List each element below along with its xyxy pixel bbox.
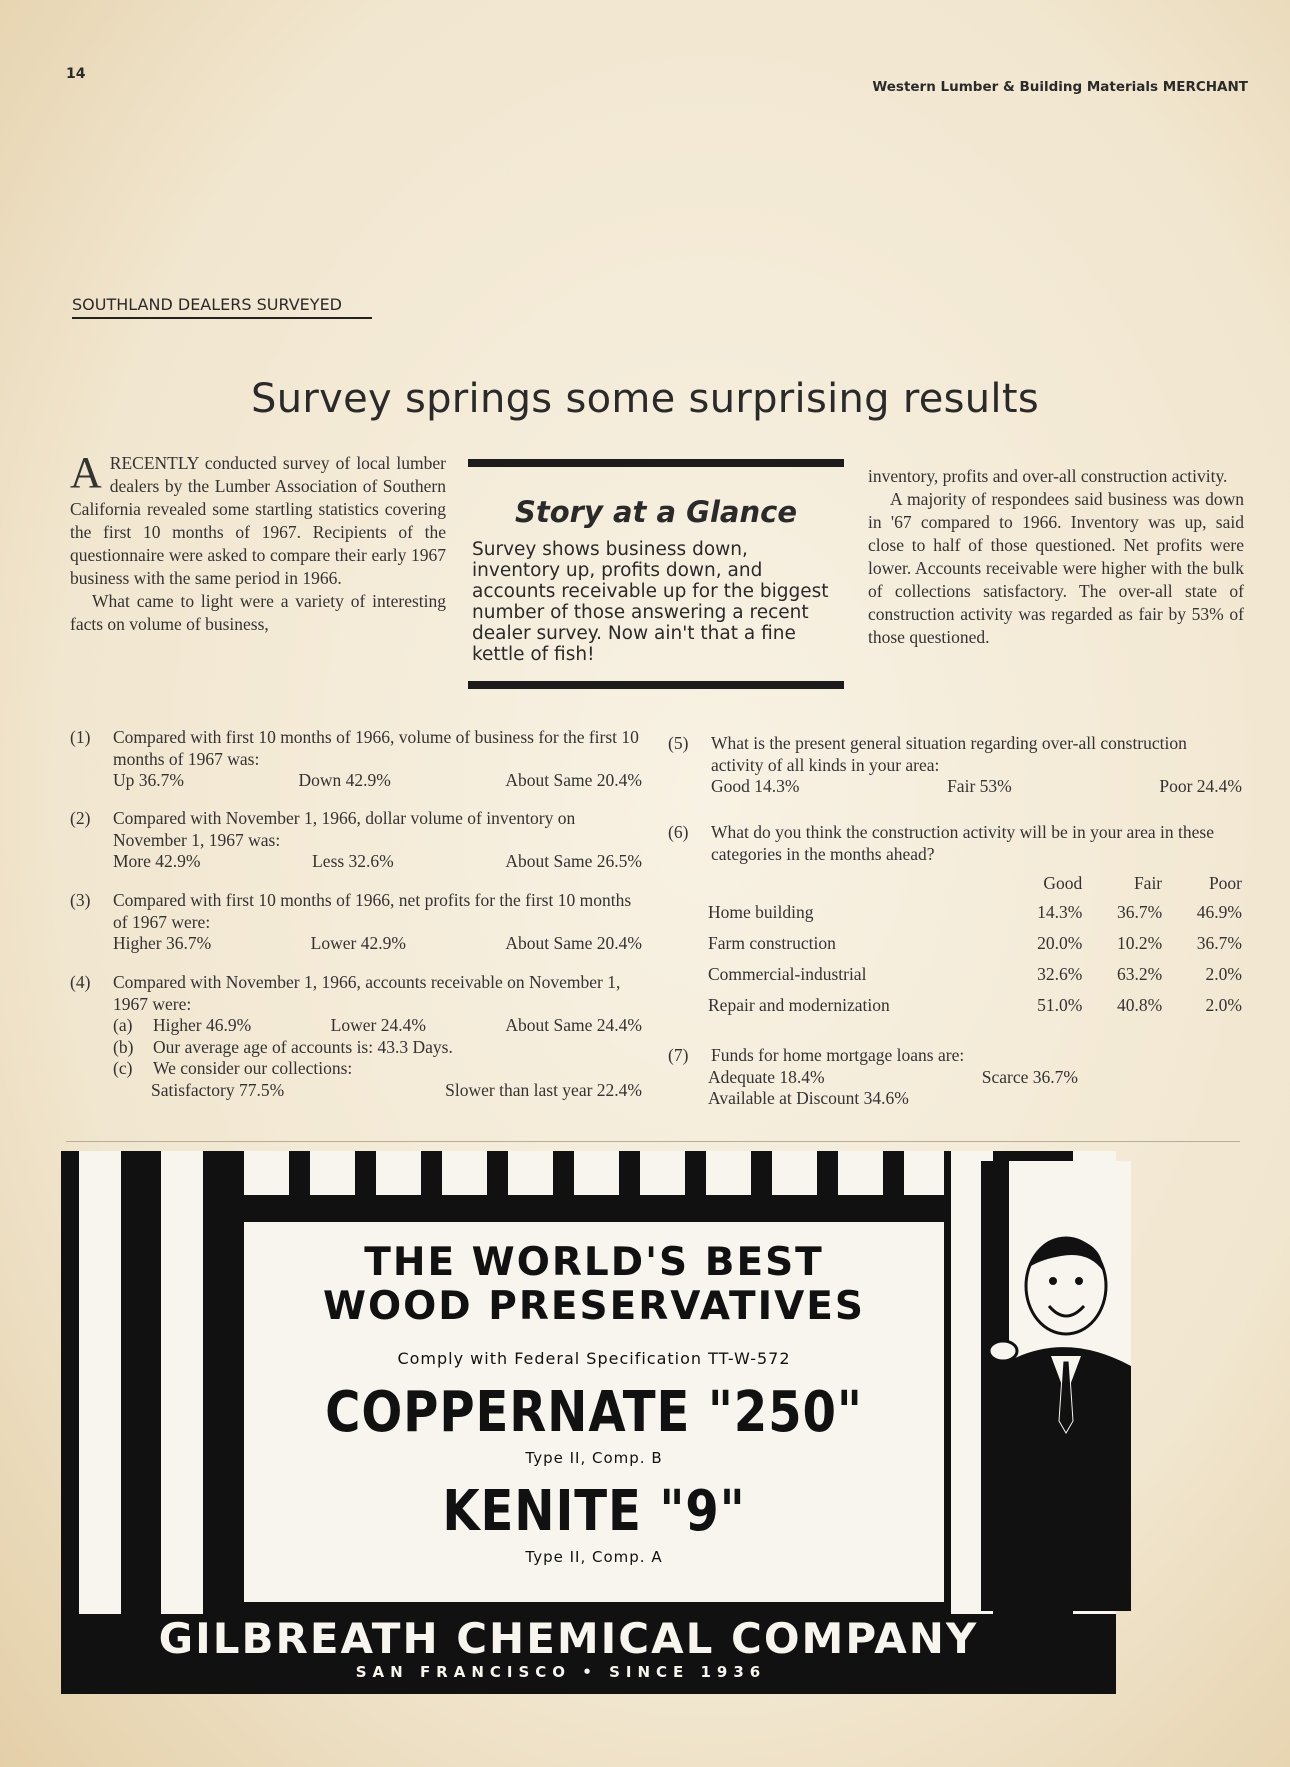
- glance-top-rule: [468, 459, 844, 467]
- answer-adequate: Adequate 18.4%: [708, 1066, 825, 1087]
- cell-fair: 10.2%: [1116, 932, 1163, 953]
- row-label: Commercial-industrial: [708, 963, 867, 984]
- table-row: [708, 959, 1242, 990]
- article-paragraph-3: inventory, profits and over-all construction activity.: [868, 466, 1228, 486]
- question-number: (5): [668, 733, 689, 753]
- cartoon-man-icon: [981, 1161, 1131, 1611]
- cell-poor: 36.7%: [1196, 932, 1242, 953]
- survey-question-3: [70, 890, 642, 955]
- answer-fair: Fair 53%: [947, 776, 1012, 796]
- answer-lower: Lower 42.9%: [310, 933, 406, 953]
- table-header-row: [708, 871, 1242, 897]
- answer-down: Down 42.9%: [298, 770, 391, 790]
- answer-same: About Same 24.4%: [505, 1015, 642, 1035]
- answer-satisfactory: Satisfactory 77.5%: [151, 1079, 285, 1100]
- ad-company-name: GILBREATH CHEMICAL COMPANY: [158, 1614, 979, 1663]
- question-number: (6): [668, 822, 689, 842]
- table-row: [708, 928, 1242, 959]
- ad-stripe: [79, 1151, 121, 1614]
- question-number: (7): [668, 1045, 689, 1065]
- ad-specification: Comply with Federal Specification TT-W-572: [397, 1349, 791, 1368]
- product-coppernate-type: Type II, Comp. B: [525, 1449, 663, 1467]
- cell-poor: 2.0%: [1205, 994, 1242, 1015]
- survey-question-6: [668, 822, 1242, 1021]
- sub-label: (b): [113, 1036, 134, 1057]
- answer-up: Up 36.7%: [113, 770, 184, 790]
- answer-slower: Slower than last year 22.4%: [445, 1079, 642, 1100]
- survey-question-1: [70, 727, 642, 792]
- question-text: Compared with November 1, 1966, dollar volume of inventory on November 1, 1967 was:: [113, 808, 576, 850]
- answer-scarce: Scarce 36.7%: [981, 1066, 1078, 1087]
- answer-good: Good 14.3%: [711, 776, 800, 796]
- cell-good: 51.0%: [1037, 994, 1083, 1015]
- question-text: Compared with first 10 months of 1966, net profits for the first 10 months of 1967 were:: [113, 890, 632, 932]
- sub-question-a: [113, 1015, 642, 1037]
- publication-title: Western Lumber & Building Materials MERCHANT: [872, 79, 1248, 95]
- row-label: Farm construction: [708, 932, 836, 953]
- cell-fair: 63.2%: [1116, 963, 1163, 984]
- cell-poor: 46.9%: [1196, 901, 1242, 922]
- article-paragraph-2: What came to light were a variety of interesting facts on volume of business,: [70, 591, 446, 634]
- article-paragraph-4: A majority of respondees said business was down in '67 compared to 1966. Inventory was up, said close to half of those questioned. Net profits were lower. Accounts receivable were higher with the bulk of collections satisfactory. The over-all state of construction activity was regarded as fair by 53% of those questioned.: [868, 489, 1244, 647]
- question-text: What is the present general situation regarding over-all construction activity of all kinds in your area:: [711, 733, 1187, 775]
- sub-label: (a): [113, 1015, 133, 1035]
- answer-higher: Higher 46.9%: [153, 1015, 252, 1035]
- column-header-good: Good: [1043, 873, 1083, 894]
- cell-poor: 2.0%: [1205, 963, 1242, 984]
- sub-question-c: [113, 1058, 642, 1080]
- answer-higher: Higher 36.7%: [113, 933, 212, 953]
- question-text: What do you think the construction activity will be in your area in these categories in the months ahead?: [711, 822, 1214, 864]
- article-right-column: [868, 465, 1244, 649]
- question-number: (1): [70, 727, 91, 747]
- answer-same: About Same 20.4%: [505, 933, 642, 953]
- construction-outlook-table: [708, 871, 1242, 1021]
- cell-good: 32.6%: [1037, 963, 1083, 984]
- sub-text: Our average age of accounts is: 43.3 Days.: [153, 1036, 453, 1057]
- question-number: (3): [70, 890, 91, 910]
- sub-question-b: [113, 1037, 642, 1059]
- ad-headline-line-1: THE WORLD'S BEST: [364, 1240, 824, 1285]
- story-at-a-glance-box: [468, 459, 844, 689]
- column-header-poor: Poor: [1208, 873, 1242, 894]
- answer-poor: Poor 24.4%: [1159, 776, 1242, 796]
- product-kenite-type: Type II, Comp. A: [525, 1548, 663, 1566]
- product-coppernate: COPPERNATE "250": [325, 1380, 863, 1445]
- table-row: [708, 990, 1242, 1021]
- question-number: (4): [70, 972, 91, 992]
- answer-less: Less 32.6%: [312, 851, 394, 871]
- glance-text: Survey shows business down, inventory up, profits down, and accounts receivable up for the biggest number of those answering a recent dealer survey. Now ain't that a fine kettle of fish!: [472, 539, 829, 665]
- section-label: SOUTHLAND DEALERS SURVEYED: [72, 295, 372, 319]
- page-divider: [66, 1141, 1240, 1142]
- row-label: Home building: [708, 901, 814, 922]
- question-text: Compared with November 1, 1966, accounts receivable on November 1, 1967 were:: [113, 972, 621, 1014]
- table-row: [708, 897, 1242, 928]
- survey-question-2: [70, 808, 642, 873]
- answer-lower: Lower 24.4%: [330, 1015, 426, 1035]
- question-text: Funds for home mortgage loans are:: [711, 1045, 965, 1065]
- cell-good: 20.0%: [1037, 932, 1083, 953]
- page-number: 14: [66, 66, 86, 82]
- article-headline: Survey springs some surprising results: [251, 376, 1039, 422]
- question-text: Compared with first 10 months of 1966, volume of business for the first 10 months of 1967 was:: [113, 727, 639, 769]
- survey-question-5: [668, 733, 1242, 798]
- answer-same: About Same 26.5%: [505, 851, 642, 871]
- column-header-fair: Fair: [1133, 873, 1163, 894]
- article-left-column: [70, 448, 446, 636]
- cell-fair: 40.8%: [1116, 994, 1163, 1015]
- ad-tagline: SAN FRANCISCO • SINCE 1936: [355, 1663, 767, 1681]
- cell-fair: 36.7%: [1116, 901, 1163, 922]
- sub-text: We consider our collections:: [153, 1058, 353, 1078]
- cell-good: 14.3%: [1037, 901, 1083, 922]
- product-kenite: KENITE "9": [442, 1479, 746, 1544]
- sub-label: (c): [113, 1058, 133, 1078]
- ad-headline-line-2: WOOD PRESERVATIVES: [322, 1284, 865, 1329]
- glance-title: Story at a Glance: [515, 495, 797, 529]
- ad-stripe: [161, 1151, 203, 1614]
- ad-panel: [244, 1222, 944, 1602]
- survey-question-7: [668, 1045, 1242, 1110]
- drop-cap: A: [70, 448, 102, 497]
- article-paragraph-1: RECENTLY conducted survey of local lumber dealers by the Lumber Association of Southern California revealed some startling statistics covering the first 10 months of 1967. Recipients of the questionnaire were asked to compare their early 1967 business with the same period in 1966.: [70, 453, 446, 588]
- survey-question-4: [70, 972, 642, 1101]
- answer-more: More 42.9%: [113, 851, 201, 871]
- glance-bottom-rule: [468, 681, 844, 689]
- answer-available-at-discount: Available at Discount 34.6%: [708, 1088, 909, 1108]
- ad-top-crenellation: [244, 1151, 944, 1195]
- row-label: Repair and modernization: [708, 994, 890, 1015]
- question-number: (2): [70, 808, 91, 828]
- answer-same: About Same 20.4%: [505, 770, 642, 790]
- gilbreath-advertisement: [61, 1151, 1116, 1694]
